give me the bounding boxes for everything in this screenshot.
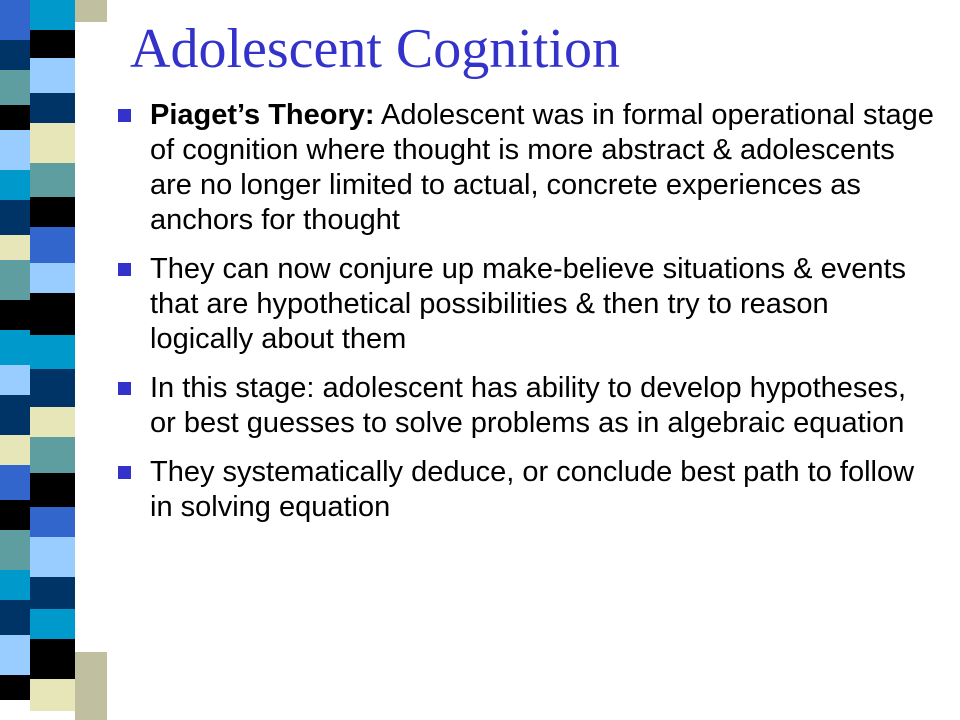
square-bullet-icon: [118, 109, 131, 122]
strip-segment: [0, 40, 30, 70]
strip-segment: [30, 58, 75, 93]
bullet-item-hypotheses: [116, 371, 936, 441]
strip-segment: [30, 407, 75, 437]
strip-segment: [75, 22, 107, 62]
strip-segment: [75, 0, 107, 22]
slide-title: Adolescent Cognition: [130, 18, 620, 80]
strip-segment: [30, 639, 75, 679]
strip-column-inner: [75, 0, 107, 720]
strip-segment: [30, 335, 75, 369]
bullet-text: In this stage: adolescent has ability to develop hypotheses, or best guesses to solve problems as in algebraic equation: [150, 372, 907, 439]
square-bullet-icon: [118, 263, 131, 276]
strip-segment: [0, 200, 30, 235]
strip-segment: [75, 652, 107, 720]
strip-segment: [30, 609, 75, 639]
strip-segment: [0, 130, 30, 170]
bullet-lead-text: Piaget’s Theory:: [150, 99, 375, 131]
strip-segment: [30, 679, 75, 711]
strip-segment: [0, 530, 30, 570]
square-bullet-icon: [118, 466, 131, 479]
strip-segment: [0, 570, 30, 600]
strip-segment: [75, 202, 107, 292]
bullet-text: Adolescent was in formal operational stage of cognition where thought is more abstract & adolescents are no longer limited to actual, concrete experiences as anchors for thought: [150, 99, 934, 236]
strip-segment: [0, 235, 30, 260]
strip-segment: [0, 300, 30, 330]
strip-segment: [30, 263, 75, 293]
strip-segment: [0, 170, 30, 200]
strip-segment: [30, 0, 75, 30]
strip-column-outer: [0, 0, 30, 720]
strip-segment: [0, 635, 30, 675]
strip-segment: [0, 105, 30, 130]
strip-segment: [0, 70, 30, 105]
strip-segment: [0, 330, 30, 365]
strip-segment: [30, 507, 75, 537]
strip-segment: [0, 365, 30, 395]
strip-segment: [30, 577, 75, 609]
strip-segment: [0, 395, 30, 435]
strip-segment: [0, 500, 30, 530]
strip-segment: [30, 537, 75, 577]
strip-column-middle: [30, 0, 75, 720]
strip-segment: [0, 600, 30, 635]
strip-segment: [75, 122, 107, 202]
strip-segment: [30, 30, 75, 58]
bullet-item-piaget-theory: [116, 98, 936, 238]
bullet-item-deduce: [116, 455, 936, 525]
bullet-text: They systematically deduce, or conclude best path to follow in solving equation: [150, 456, 915, 523]
strip-segment: [30, 227, 75, 263]
strip-segment: [0, 0, 30, 40]
strip-segment: [0, 675, 30, 700]
bullet-text: They can now conjure up make-believe situations & events that are hypothetical possibilities & then try to reason logically about them: [150, 253, 907, 355]
strip-segment: [30, 369, 75, 407]
strip-segment: [30, 437, 75, 473]
strip-segment: [30, 197, 75, 227]
strip-segment: [0, 435, 30, 465]
strip-segment: [75, 292, 107, 382]
strip-segment: [75, 472, 107, 562]
strip-segment: [30, 163, 75, 197]
strip-segment: [0, 465, 30, 500]
strip-segment: [75, 382, 107, 472]
strip-segment: [30, 473, 75, 507]
strip-segment: [30, 93, 75, 123]
strip-segment: [30, 293, 75, 335]
strip-segment: [75, 562, 107, 652]
bullet-list: [116, 98, 936, 539]
square-bullet-icon: [118, 382, 131, 395]
strip-segment: [0, 260, 30, 300]
bullet-item-make-believe: [116, 252, 936, 357]
decorative-side-strip: [0, 0, 107, 720]
strip-segment: [75, 62, 107, 122]
strip-segment: [30, 123, 75, 163]
